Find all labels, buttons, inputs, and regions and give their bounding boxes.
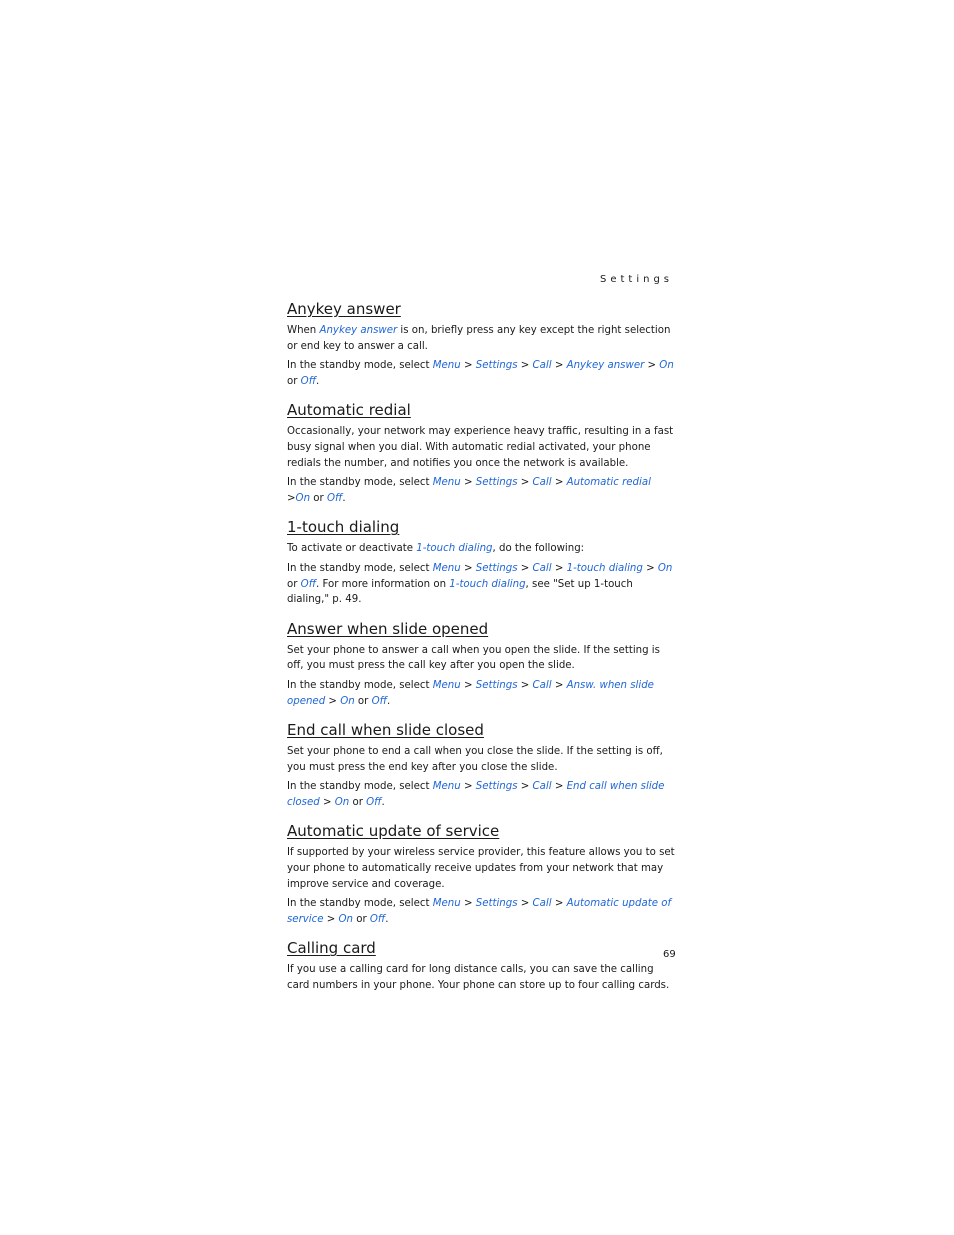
paragraph [287,845,677,892]
text-run: > [517,562,533,574]
menu-path-link: On [340,695,355,707]
running-header: Settings [599,274,673,285]
text-run: If you use a calling card for long distance calls, you can save the calling card numbers in your phone. Your phone can store up to four calling cards. [287,964,670,992]
menu-path-link: Call [532,898,552,910]
menu-path-link: Menu [432,562,461,574]
section [287,939,677,993]
text-run: > [551,679,567,691]
text-run: > [517,679,533,691]
text-run: > [551,781,567,793]
text-run: . [386,695,391,707]
menu-path-link: Call [532,360,552,372]
menu-path-link: Off [300,578,317,590]
text-run: or [349,796,367,808]
menu-path-link: Call [532,781,552,793]
text-run: In the standby mode, select [287,898,433,910]
text-run: > [517,781,533,793]
section-heading: Answer when slide opened [287,619,489,638]
section [287,822,677,927]
text-run: > [551,477,567,489]
menu-path-link: Call [532,679,552,691]
text-run: or [354,695,372,707]
menu-path-link: Settings [475,898,518,910]
text-run: > [551,360,567,372]
menu-path-link: Call [532,562,552,574]
text-run: If supported by your wireless service provider, this feature allows you to set your phone to automatically receive updates from your network that may improve service and coverage. [287,847,675,890]
menu-path-link: Answ. when slide opened [287,679,654,707]
menu-path-link: Off [371,695,387,707]
text-run: or [310,492,327,504]
text-run: Set your phone to end a call when you close the slide. If the setting is off, you must press the end key after you close the slide. [287,746,663,773]
text-run: > [517,477,533,489]
text-run: When [287,325,320,336]
menu-path-link: Off [369,913,386,925]
text-run: > [460,360,476,372]
section [287,518,677,607]
section [287,401,677,506]
paragraph [287,475,677,506]
text-run: Occasionally, your network may experience heavy traffic, resulting in a fast busy signal when you dial. With automatic redial activated, your phone redials the number, and notifies you once the network is available. [287,426,674,469]
text-run: > [551,898,567,910]
menu-path-link: 1-touch dialing [416,543,493,555]
menu-path-link: Menu [432,679,461,691]
menu-path-link: Off [300,375,317,387]
menu-path-link: End call when slide closed [287,781,665,808]
text-run: is on, briefly press any key except the right selection or end key to answer a call. [287,325,671,352]
text-run: or [353,913,370,925]
text-run: > [460,898,476,910]
paragraph [287,561,677,608]
text-run: > [642,562,658,574]
paragraph [287,779,677,810]
menu-path-link: On [295,492,311,504]
paragraph [287,643,677,674]
text-run: > [551,562,567,574]
paragraph [287,962,677,993]
text-run: > [319,796,335,808]
text-run: > [460,477,476,489]
text-run: > [325,695,341,707]
menu-path-link: Off [326,492,343,504]
menu-path-link: 1-touch dialing [449,578,526,590]
paragraph [287,541,677,557]
menu-path-link: On [338,913,353,925]
text-run: or [287,375,301,387]
section-heading: Calling card [287,939,376,958]
menu-path-link: 1-touch dialing [566,562,643,574]
paragraph [287,424,677,471]
menu-path-link: On [659,360,674,372]
menu-path-link: Menu [432,477,461,489]
menu-path-link: Off [366,796,382,808]
text-run: , see "Set up 1-touch dialing," p. 49. [287,578,633,606]
text-run: . [381,796,385,808]
section-heading: Automatic redial [287,401,411,420]
text-run: Set your phone to answer a call when you open the slide. If the setting is off, you must press the call key after you open the slide. [287,644,660,672]
paragraph [287,323,677,354]
text-run: In the standby mode, select [287,562,433,574]
text-run: In the standby mode, select [287,781,433,793]
text-run: To activate or deactivate [287,543,417,555]
text-run: In the standby mode, select [287,360,433,372]
menu-path-link: Anykey answer [566,360,645,372]
section-heading: End call when slide closed [287,721,484,740]
text-run: In the standby mode, select [287,477,433,489]
menu-path-link: Settings [475,477,518,489]
text-run: > [323,913,339,925]
text-run: or [287,578,301,590]
menu-path-link: Menu [432,781,461,793]
text-run: , do the following: [492,543,585,555]
text-run: > [460,679,476,691]
text-run: > [644,360,660,372]
menu-path-link: Menu [432,898,461,910]
menu-path-link: Settings [475,562,518,574]
menu-path-link: Automatic update of service [287,898,672,925]
menu-path-link: Settings [475,360,518,372]
paragraph [287,358,677,389]
text-run: In the standby mode, select [287,679,433,691]
text-run: > [517,898,533,910]
section [287,721,677,810]
section [287,620,677,709]
menu-path-link: Settings [475,781,518,793]
text-run: > [460,562,476,574]
menu-path-link: Menu [432,360,461,372]
text-run: . For more information on [316,578,450,590]
text-run: . [342,492,346,504]
section-heading: 1-touch dialing [287,518,400,537]
paragraph [287,744,677,775]
menu-path-link: Automatic redial [566,477,651,489]
text-run: . [385,913,389,925]
section-heading: Anykey answer [287,300,401,318]
menu-path-link: Anykey answer [319,325,398,336]
section-heading: Automatic update of service [287,822,500,841]
menu-path-link: Call [532,477,552,489]
menu-path-link: On [334,796,350,808]
paragraph [287,678,677,709]
document-body [287,300,677,1006]
text-run: > [460,781,476,793]
text-run: > [287,492,296,504]
text-run: . [316,375,320,387]
menu-path-link: On [657,562,673,574]
menu-path-link: Settings [475,679,518,691]
section [287,300,677,389]
text-run: > [517,360,533,372]
page-number: 69 [663,949,676,960]
paragraph [287,896,677,927]
